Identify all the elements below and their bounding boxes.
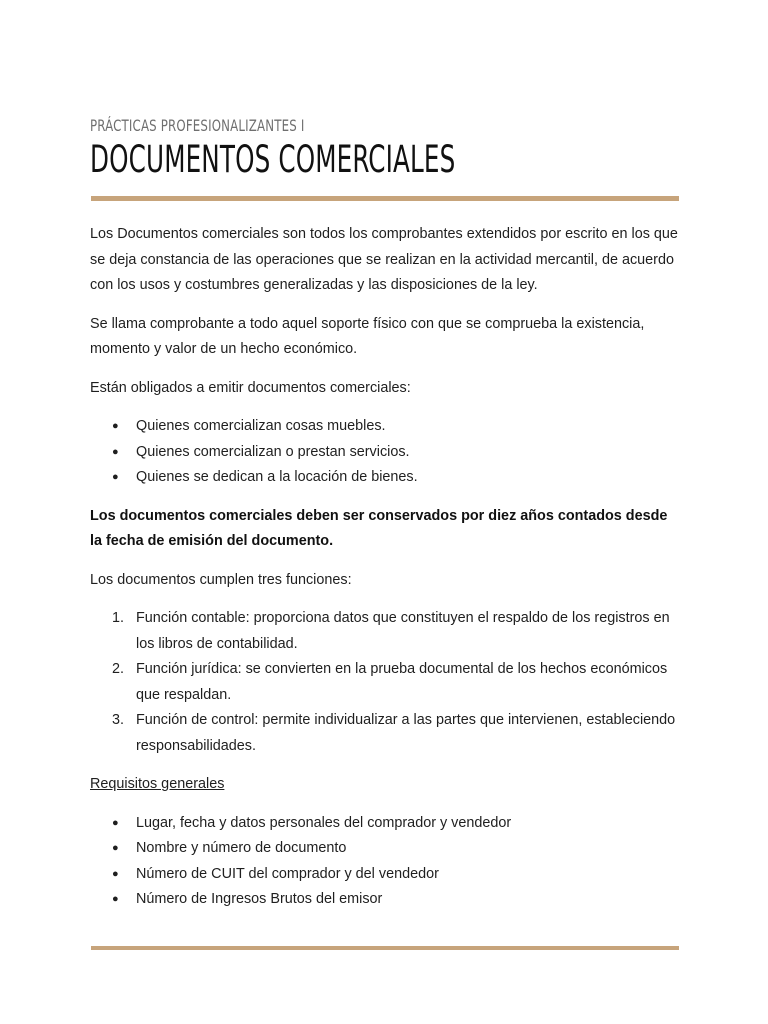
list-number: 2. <box>112 661 125 677</box>
document-subtitle: PRÁCTICAS PROFESIONALIZANTES I <box>90 116 305 135</box>
bullet-icon: ● <box>112 816 119 829</box>
footer-divider <box>91 946 679 950</box>
list-item <box>90 811 680 837</box>
list-item-text: Quienes se dedican a la locación de bienes. <box>136 469 418 485</box>
header-divider <box>91 196 679 201</box>
bullet-icon: ● <box>112 893 119 905</box>
paragraph-obligados-intro: Están obligados a emitir documentos comerciales: <box>90 379 411 396</box>
paragraph-conservacion: Los documentos comerciales deben ser conservados por diez años contados desde la fecha de emisión del documento. <box>90 507 668 549</box>
list-item <box>90 862 680 888</box>
list-item <box>90 414 680 440</box>
list-item <box>90 836 680 862</box>
list-number: 3. <box>112 712 125 728</box>
requisitos-heading: Requisitos generales <box>90 776 225 792</box>
list-item <box>90 887 680 913</box>
list-item-text: Número de Ingresos Brutos del emisor <box>136 891 383 907</box>
list-item <box>90 465 680 491</box>
document-body <box>90 222 680 926</box>
list-item <box>90 708 680 759</box>
list-item-text: Función jurídica: se convierten en la prueba documental de los hechos económicos que respaldan. <box>136 661 668 703</box>
list-number: 1. <box>112 610 125 626</box>
list-item <box>90 606 680 657</box>
obligados-list <box>90 414 680 491</box>
bullet-icon: ● <box>112 842 119 854</box>
paragraph-funciones-intro: Los documentos cumplen tres funciones: <box>90 571 352 588</box>
list-item-text: Nombre y número de documento <box>136 840 347 856</box>
list-item-text: Lugar, fecha y datos personales del comprador y vendedor <box>136 814 512 831</box>
bullet-icon: ● <box>112 445 119 458</box>
paragraph-definition: Los Documentos comerciales son todos los comprobantes extendidos por escrito en los que se deja constancia de las operaciones que se realizan en la actividad mercantil, de acuerdo con los usos y costumbres generalizadas y las disposiciones de la ley. <box>90 226 678 293</box>
list-item <box>90 657 680 708</box>
bullet-icon: ● <box>112 471 119 483</box>
list-item-text: Número de CUIT del comprador y del vendedor <box>136 865 439 882</box>
bullet-icon: ● <box>112 420 119 432</box>
document-title: DOCUMENTOS COMERCIALES <box>90 138 456 181</box>
requisitos-list <box>90 811 680 913</box>
paragraph-comprobante: Se llama comprobante a todo aquel soporte físico con que se comprueba la existencia, momento y valor de un hecho económico. <box>90 315 645 357</box>
list-item-text: Función contable: proporciona datos que constituyen el respaldo de los registros en los libros de contabilidad. <box>136 610 670 652</box>
list-item-text: Función de control: permite individualizar a las partes que intervienen, estableciendo responsabilidades. <box>136 712 676 754</box>
list-item-text: Quienes comercializan cosas muebles. <box>136 418 386 434</box>
list-item-text: Quienes comercializan o prestan servicios. <box>136 443 410 460</box>
list-item <box>90 440 680 466</box>
bullet-icon: ● <box>112 867 119 880</box>
funciones-list <box>90 606 680 759</box>
